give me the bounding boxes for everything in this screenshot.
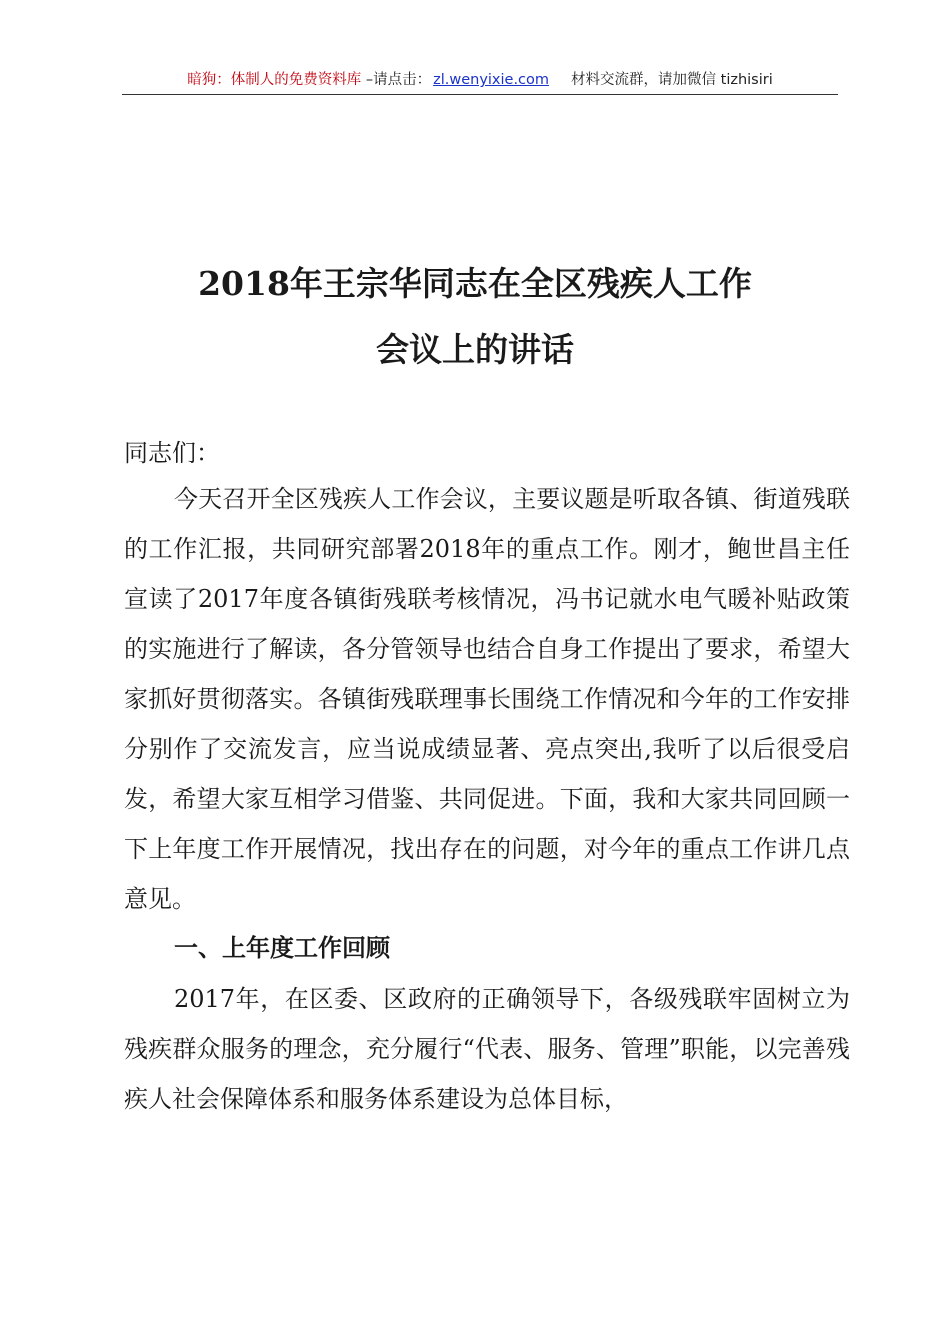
watermark-header (122, 66, 838, 95)
document-title-line-2: 会议上的讲话 (376, 330, 574, 369)
salutation: 同志们： (124, 439, 220, 467)
header-group-note: 材料交流群，请加微信 tizhisiri (571, 72, 773, 88)
body-paragraph-1: 今天召开全区残疾人工作会议，主要议题是听取各镇、街道残联的工作汇报，共同研究部署2018年的重点工作。刚才，鲍世昌主任宣读了2017年度各镇街残联考核情况，冯书记就水电气暖补贴政策的实施进行了解读，各分管领导也结合自身工作提出了要求，希望大家抓好贯彻落实。各镇街残联理事长围绕工作情况和今年的工作安排分别作了交流发言，应当说成绩显著、亮点突出,我听了以后很受启发，希望大家互相学习借鉴、共同促进。下面，我和大家共同回顾一下上年度工作开展情况，找出存在的问题，对今年的重点工作讲几点意见。 (124, 485, 850, 913)
body-paragraph-2: 2017年，在区委、区政府的正确领导下，各级残联牢固树立为残疾群众服务的理念，充分履行“代表、服务、管理”职能，以完善残疾人社会保障体系和服务体系建设为总体目标， (124, 985, 850, 1113)
header-prompt: –请点击： (361, 72, 432, 88)
section-heading-1: 一、上年度工作回顾 (174, 934, 390, 962)
header-link[interactable]: zl.wenyixie.com (433, 72, 550, 88)
header-brand: 暗狗：体制人的免费资料库 (187, 72, 362, 88)
document-title-line-1: 2018年王宗华同志在全区残疾人工作 (198, 264, 752, 303)
